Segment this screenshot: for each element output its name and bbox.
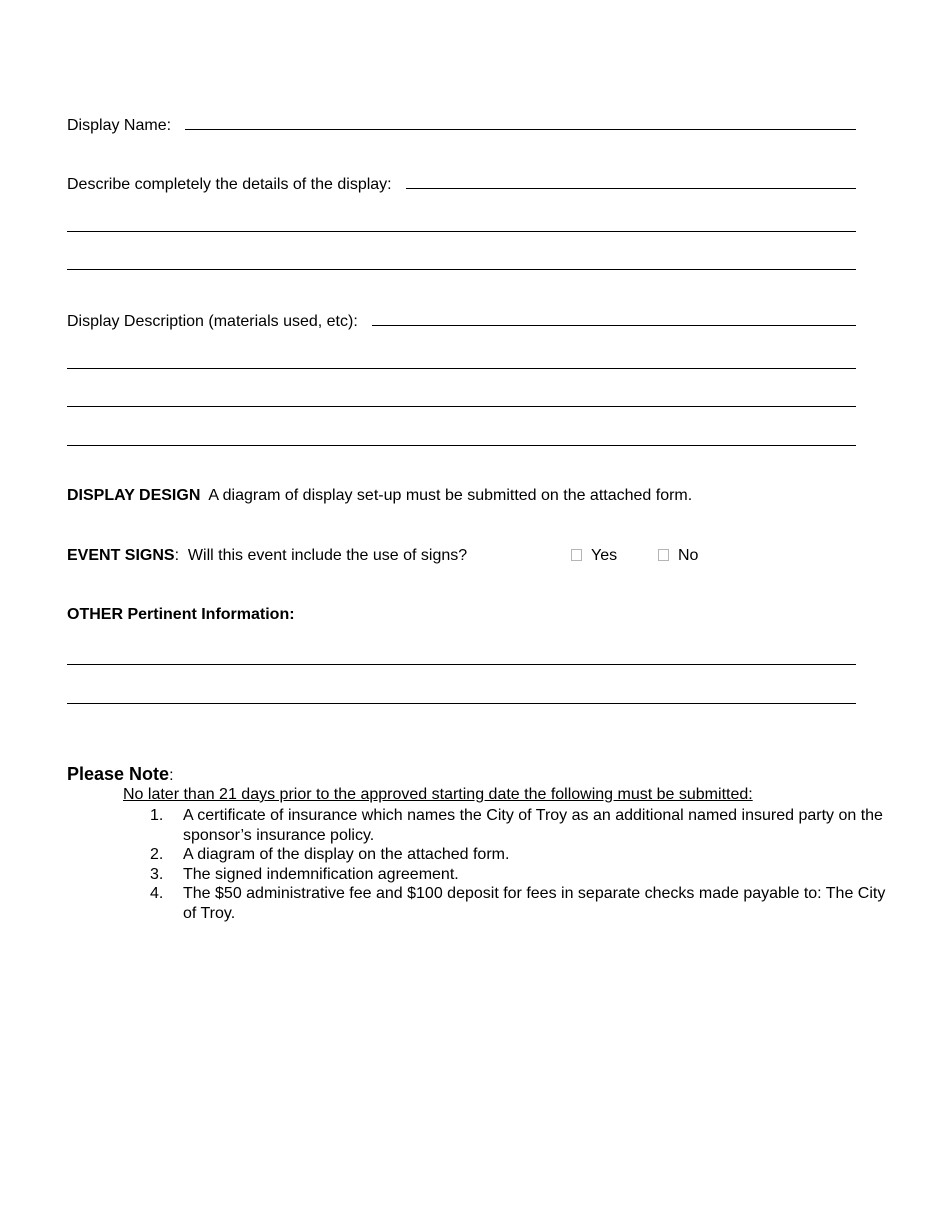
list-item (150, 845, 890, 865)
signs-no-option[interactable] (658, 547, 698, 565)
display-description-field[interactable] (372, 310, 856, 326)
list-item-text: A certificate of insurance which names the City of Troy as an additional named insured party on the sponsor’s insurance policy. (183, 807, 883, 844)
display-description-line-4[interactable] (67, 445, 856, 446)
display-description-row (67, 310, 856, 332)
list-item-text: The $50 administrative fee and $100 deposit for fees in separate checks made payable to: The City of Troy. (183, 885, 886, 922)
event-signs-question: Will this event include the use of signs? (187, 547, 468, 564)
please-note-title (67, 764, 174, 785)
describe-details-field[interactable] (406, 173, 856, 189)
event-signs-row (67, 547, 467, 565)
signs-yes-label: Yes (591, 547, 618, 564)
event-signs-colon: : (174, 547, 180, 564)
display-design-text: A diagram of display set-up must be submitted on the attached form. (208, 487, 693, 504)
please-note-heading: Please Note (67, 764, 170, 784)
describe-details-row (67, 173, 856, 195)
list-item-number: 2. (150, 846, 164, 863)
display-description-label: Display Description (materials used, etc): (67, 313, 358, 330)
display-design-heading: DISPLAY DESIGN (67, 487, 201, 504)
display-description-line-3[interactable] (67, 406, 856, 407)
display-description-line-2[interactable] (67, 368, 856, 369)
display-name-row (67, 114, 856, 136)
other-info-line-1[interactable] (67, 664, 856, 665)
describe-details-line-2[interactable] (67, 231, 856, 232)
display-name-label: Display Name: (67, 117, 172, 134)
describe-details-label: Describe completely the details of the display: (67, 176, 392, 193)
list-item (150, 806, 890, 845)
list-item-text: A diagram of the display on the attached form. (183, 846, 510, 863)
display-design-row (67, 487, 692, 505)
list-item (150, 865, 890, 885)
please-note-intro: No later than 21 days prior to the approved starting date the following must be submitted: (123, 786, 753, 803)
list-item-number: 4. (150, 885, 164, 902)
event-signs-heading: EVENT SIGNS (67, 547, 175, 564)
list-item (150, 884, 890, 923)
list-item-number: 1. (150, 807, 164, 824)
signs-no-checkbox[interactable] (658, 549, 669, 561)
signs-yes-option[interactable] (571, 547, 617, 565)
signs-no-label: No (678, 547, 699, 564)
please-note-colon: : (169, 767, 174, 784)
list-item-number: 3. (150, 865, 164, 883)
requirements-list (150, 806, 890, 923)
signs-yes-checkbox[interactable] (571, 549, 582, 561)
other-info-heading: OTHER Pertinent Information: (67, 606, 295, 623)
list-item-text: The signed indemnification agreement. (183, 865, 459, 883)
display-name-field[interactable] (185, 114, 856, 130)
describe-details-line-3[interactable] (67, 269, 856, 270)
other-info-line-2[interactable] (67, 703, 856, 704)
